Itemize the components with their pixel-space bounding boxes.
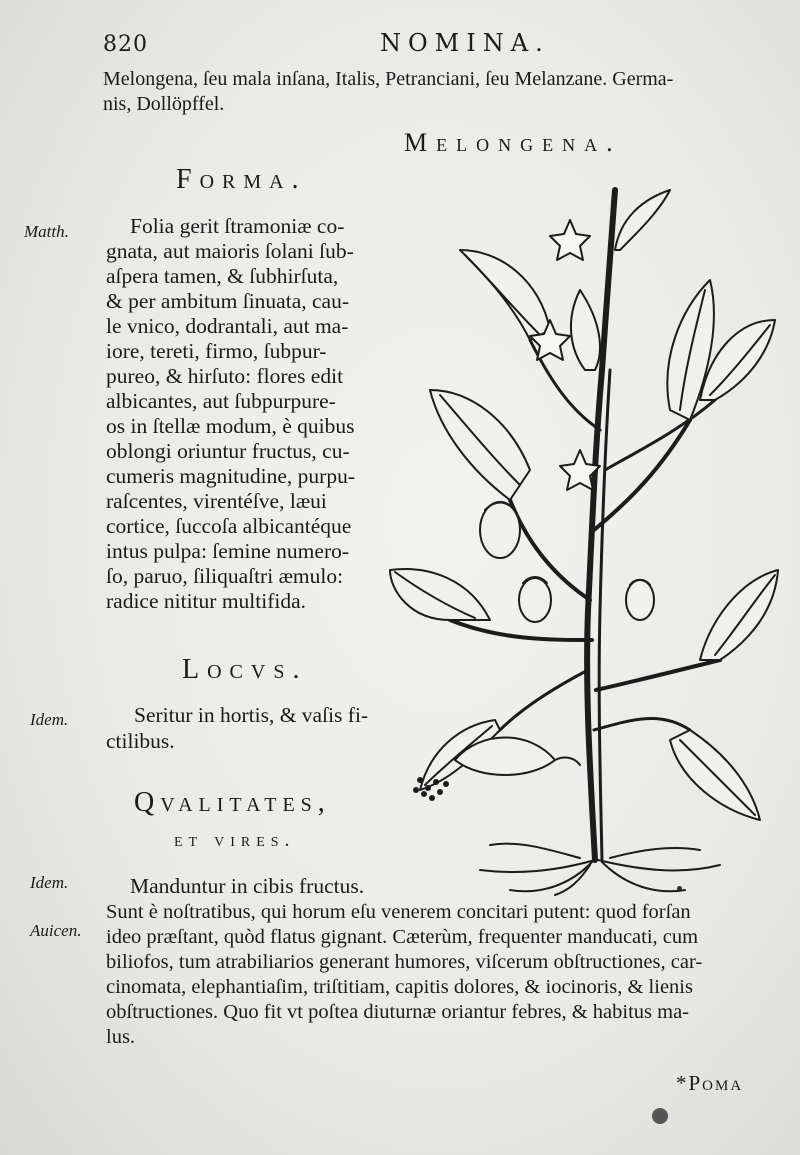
qualitates-margin-note-1: Idem.: [30, 873, 69, 892]
ink-spot: [652, 1108, 668, 1124]
text-line: & per ambitum ſinuata, cau-: [106, 289, 349, 313]
text-line: pureo, & hirſuto: flores edit: [106, 364, 344, 388]
qualitates-heading: Qvalitates,: [134, 787, 331, 818]
text-line: intus pulpa: ſemine numero-: [106, 539, 350, 563]
text-line: biliofos, tum atrabiliarios generant humores, viſcerum obſtructiones, car-: [106, 951, 703, 973]
text-line: Manduntur in cibis fructus.: [130, 874, 365, 898]
text-line: cortice, ſuccoſa albicantéque: [106, 514, 352, 538]
text-line: obſtructiones. Quo fit vt poſtea diuturnæ oriantur febres, & habitus ma-: [106, 1001, 689, 1023]
text-line: albicantes, aut ſubpurpure-: [106, 389, 336, 413]
text-line: cumeris magnitudine, purpu-: [106, 464, 355, 488]
eggplant-woodcut-illustration: [380, 170, 780, 900]
text-line: os in ſtellæ modum, è quibus: [106, 414, 355, 438]
text-line: Seritur in hortis, & vaſis fi-: [134, 703, 369, 727]
text-line: ideo præſtant, quòd flatus gignant. Cæterùm, frequenter manducati, cum: [106, 926, 699, 948]
text-line: aſpera tamen, & ſubhirſuta,: [106, 264, 339, 288]
text-line: le vnico, dodrantali, aut ma-: [106, 314, 349, 338]
qualitates-margin-note-2: Auicen.: [30, 921, 82, 940]
text-line: Sunt è noſtratibus, qui horum eſu venerem concitari putent: quod forſan: [106, 901, 691, 923]
text-line: ſo, paruo, ſiliquaſtri æmulo:: [106, 564, 344, 588]
running-title: NOMINA.: [380, 29, 550, 57]
text-line: oblongi oriuntur fructus, cu-: [106, 439, 350, 463]
text-line: lus.: [106, 1026, 136, 1048]
text-line: gnata, aut maioris ſolani ſub-: [106, 239, 354, 263]
qualitates-subheading: et vires.: [174, 829, 296, 851]
forma-margin-note: Matth.: [24, 222, 69, 241]
names-line-2: nis, Dollöpffel.: [103, 93, 225, 115]
plant-title: Melongena.: [404, 128, 622, 157]
text-line: ctilibus.: [106, 729, 175, 753]
text-line: raſcentes, virentéſve, læui: [106, 489, 327, 513]
text-line: radice nititur multifida.: [106, 589, 307, 613]
forma-heading: Forma.: [176, 164, 307, 195]
page-number: 820: [103, 32, 148, 57]
text-line: iore, tereti, firmo, ſubpur-: [106, 339, 327, 363]
catchword: *Poma: [676, 1071, 744, 1095]
names-line-1: Melongena, ſeu mala inſana, Italis, Petranciani, ſeu Melanzane. Germa-: [103, 68, 674, 90]
text-line: cinomata, elephantiaſim, triſtitiam, capitis dolores, & iocinoris, & lienis: [106, 976, 693, 998]
text-line: Folia gerit ſtramoniæ co-: [130, 214, 345, 238]
locus-heading: Locvs.: [182, 654, 308, 685]
locus-margin-note: Idem.: [30, 710, 69, 729]
